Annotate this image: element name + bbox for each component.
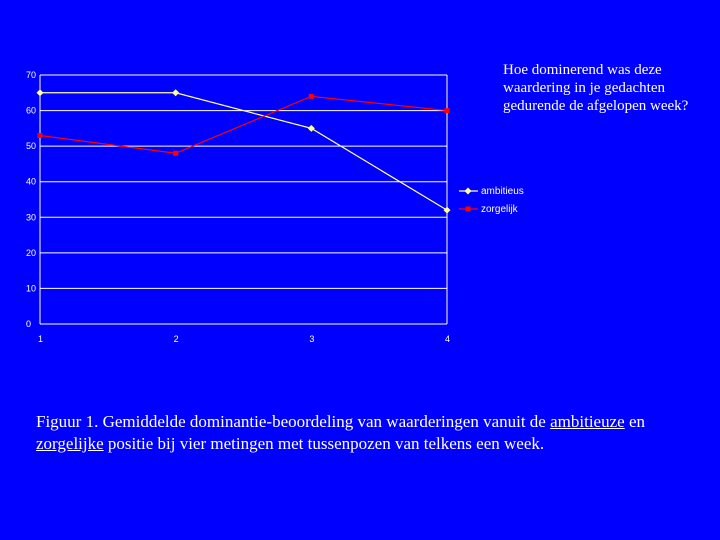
x-tick-label: 3 bbox=[309, 334, 315, 344]
y-tick-label: 10 bbox=[26, 283, 37, 294]
legend-marker-ambitieus bbox=[465, 188, 472, 195]
caption-word-ambitieuze: ambitieuze bbox=[550, 412, 625, 431]
y-tick-label: 0 bbox=[26, 319, 32, 329]
legend-label-zorgelijk: zorgelijk bbox=[481, 204, 518, 215]
caption-part-2: en bbox=[624, 412, 645, 431]
legend-marker-zorgelijk bbox=[466, 207, 471, 212]
data-point-zorgelijk bbox=[309, 94, 314, 99]
figure-caption bbox=[36, 411, 696, 455]
x-tick-label: 1 bbox=[38, 334, 44, 344]
legend-label-ambitieus: ambitieus bbox=[481, 186, 524, 197]
data-point-zorgelijk bbox=[38, 133, 43, 138]
y-tick-label: 60 bbox=[26, 105, 37, 116]
x-tick-label: 4 bbox=[445, 334, 451, 344]
data-point-ambitieus bbox=[308, 125, 315, 132]
y-tick-label: 20 bbox=[26, 247, 37, 258]
caption-part-1: Figuur 1. Gemiddelde dominantie-beoordeling van waarderingen vanuit de bbox=[36, 412, 551, 431]
data-point-ambitieus bbox=[37, 89, 44, 96]
data-point-zorgelijk bbox=[445, 108, 450, 113]
caption-part-3: positie bij vier metingen met tussenpozen van telkens een week. bbox=[103, 434, 545, 453]
y-tick-label: 30 bbox=[26, 212, 37, 223]
caption-word-zorgelijke: zorgelijke bbox=[36, 434, 104, 453]
y-tick-label: 70 bbox=[26, 70, 37, 80]
question-text: Hoe dominerend was deze waardering in je gedachten gedurende de afgelopen week? bbox=[503, 62, 689, 114]
y-tick-label: 50 bbox=[26, 141, 37, 152]
data-point-ambitieus bbox=[444, 207, 451, 214]
x-tick-label: 2 bbox=[173, 334, 179, 344]
series-line-zorgelijk bbox=[40, 96, 447, 153]
data-point-ambitieus bbox=[172, 89, 179, 96]
y-tick-label: 40 bbox=[26, 176, 37, 187]
data-point-zorgelijk bbox=[173, 151, 178, 156]
